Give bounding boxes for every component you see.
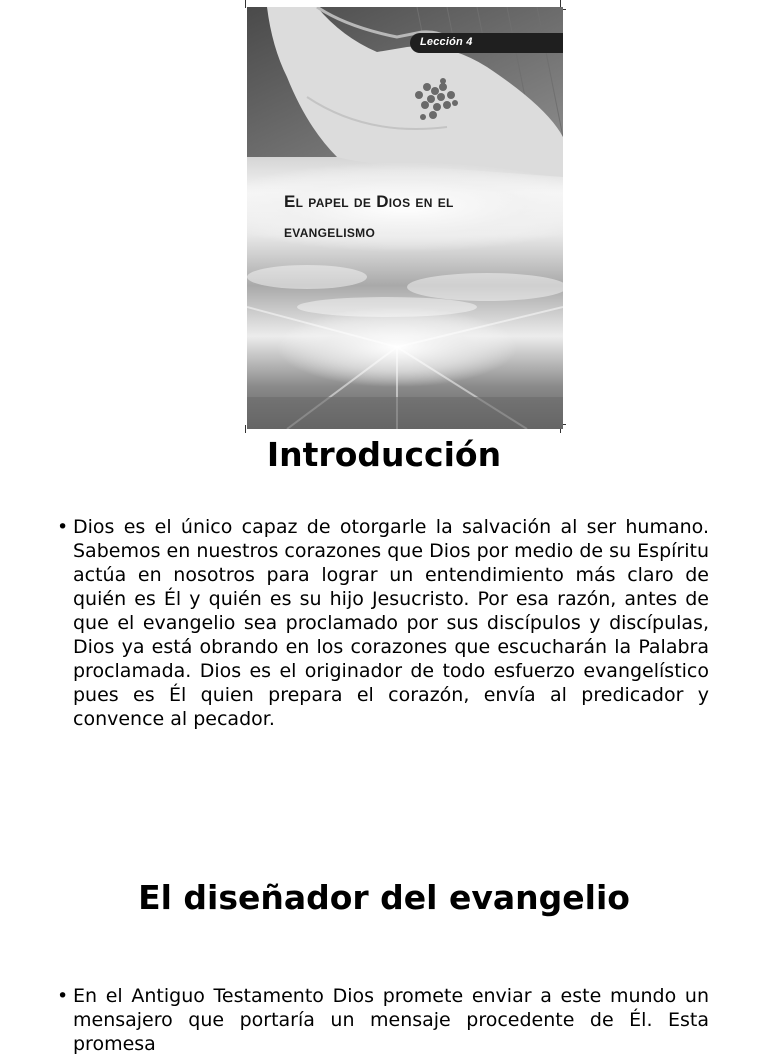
lesson-badge <box>410 33 563 53</box>
bullet-marker: • <box>57 516 69 538</box>
lesson-label: Lección 4 <box>420 36 473 48</box>
intro-heading: Introducción <box>266 435 502 474</box>
cover-title-line-1: El papel de Dios en el <box>284 192 454 211</box>
cover-title-line-2: evangelismo <box>284 222 376 241</box>
crop-mark <box>245 0 246 8</box>
bullet-marker: • <box>57 985 69 1007</box>
cover-title <box>284 187 544 247</box>
intro-paragraph: Dios es el único capaz de otorgarle la salvación al ser humano. Sabemos en nuestros corazones que Dios por medio de su Espíritu actúa en nosotros para lograr un entendimiento más claro de quién es Él y quién es su hijo Jesucristo. Por esa razón, antes de que el evangelio sea proclamado por sus discípulos y discípulas, Dios ya está obrando en los corazones que escucharán la Palabra proclamada. Dios es el originador de todo esfuerzo evangelístico pues es Él quien prepara el corazón, envía al predicador y convence al pecador. <box>73 516 709 730</box>
crop-mark <box>245 425 246 433</box>
lesson-cover-image <box>247 7 563 429</box>
section-paragraph: En el Antiguo Testamento Dios promete enviar a este mundo un mensajero que portaría un mensaje procedente de Él. Esta promesa <box>73 985 709 1055</box>
section-heading: El diseñador del evangelio <box>138 878 630 917</box>
